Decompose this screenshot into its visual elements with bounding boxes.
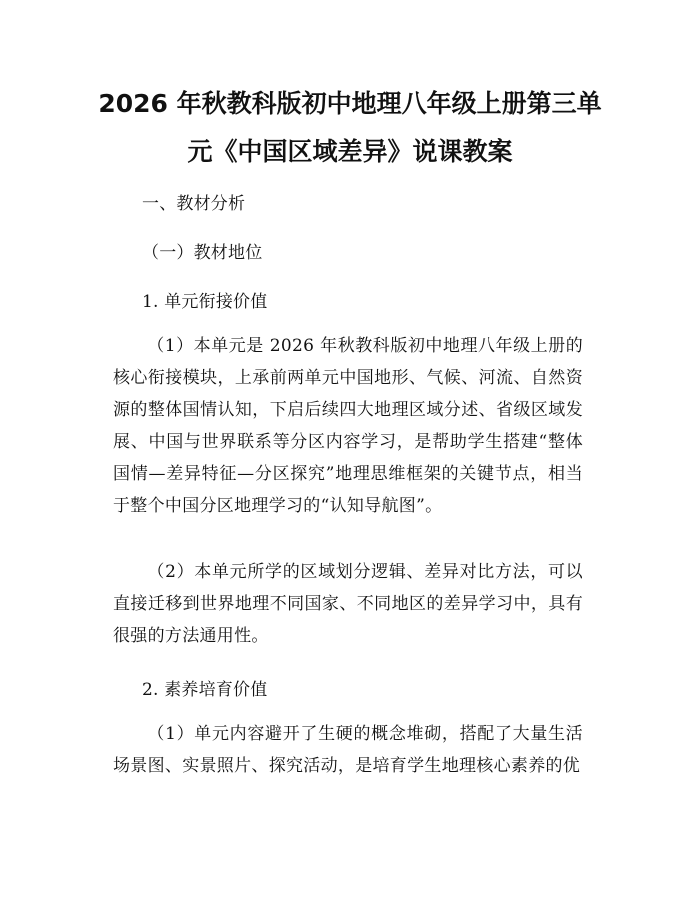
section-heading-textbook-analysis: 一、教材分析: [142, 194, 246, 214]
subsection-heading-textbook-position: （一）教材地位: [142, 243, 263, 263]
document-title-line-2: 元《中国区域差异》说课教案: [187, 137, 513, 166]
paragraph-3-text: （1）单元内容避开了生硬的概念堆砌，搭配了大量生活场景图、实景照片、探究活动，是培育学生地理核心素养的优: [113, 724, 583, 776]
document-title-line-1: 2026 年秋教科版初中地理八年级上册第三单: [98, 89, 602, 118]
paragraph-3: [113, 718, 583, 782]
item-heading-literacy-value: 2. 素养培育价值: [142, 680, 268, 700]
paragraph-2-text: （2）本单元所学的区域划分逻辑、差异对比方法，可以直接迁移到世界地理不同国家、不同地区的差异学习中，具有很强的方法通用性。: [113, 562, 583, 646]
paragraph-2: [113, 556, 583, 652]
paragraph-1: [113, 330, 583, 522]
paragraph-1-text: （1）本单元是 2026 年秋教科版初中地理八年级上册的核心衔接模块，上承前两单元中国地形、气候、河流、自然资源的整体国情认知，下启后续四大地理区域分述、省级区域发展、中国与世界联系等分区内容学习，是帮助学生搭建“整体国情—差异特征—分区探究”地理思维框架的关键节点，相当于整个中国分区地理学习的“认知导航图”。: [113, 336, 583, 516]
item-heading-unit-connection-value: 1. 单元衔接价值: [142, 292, 268, 312]
